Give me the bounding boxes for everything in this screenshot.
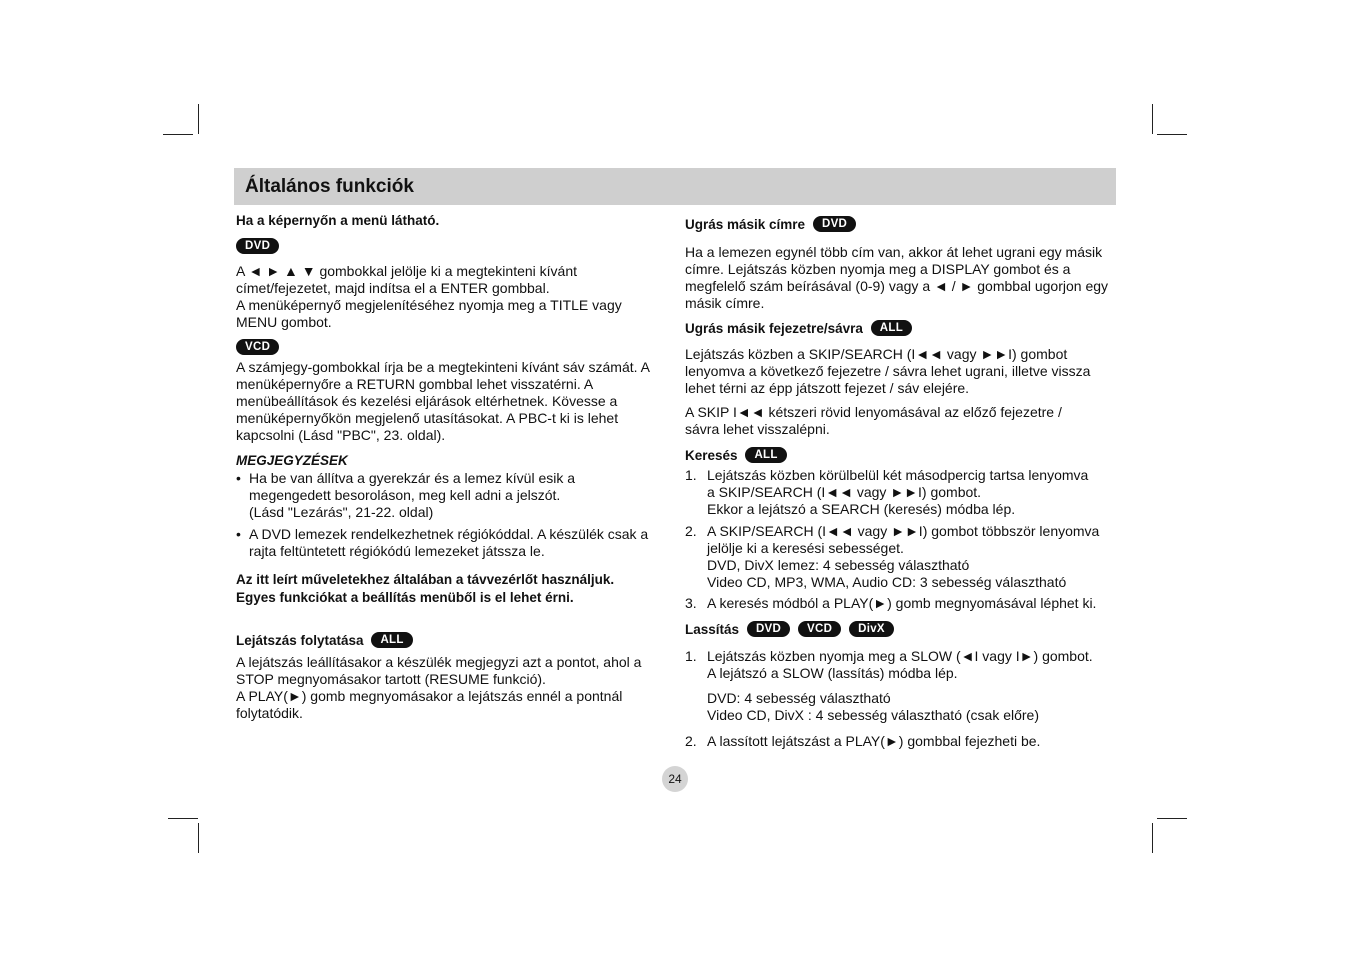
vcd-badge-line [236,339,668,356]
list-item [685,523,1117,591]
slow-steps [685,648,1117,750]
resume-heading-row [236,632,668,649]
chapter-jump-text-2: A SKIP I◄◄ kétszeri rövid lenyomásával az előző fejezetre / sávra lehet visszalépni. [685,404,1062,437]
step-number: 1. [685,648,697,664]
bullet: • [236,470,241,486]
list-item [685,648,1117,682]
crop-mark [1157,134,1187,135]
dvd-badge-line [236,238,668,255]
title-jump-heading: Ugrás másik címre [685,217,806,232]
dvd-badge: DVD [813,216,856,232]
step-number: 1. [685,467,697,483]
dvd-instructions: A ◄ ► ▲ ▼ gombokkal jelölje ki a megtekinteni kívánt címet/fejezetet, majd indítsa el a ENTER gombbal. A menüképernyő megjelenítéséhez nyomja meg a TITLE vagy MENU gombot. [236,263,622,330]
left-column [236,212,668,722]
step-number: 3. [685,595,697,611]
title-jump-text: Ha a lemezen egynél több cím van, akkor át lehet ugrani egy másik címre. Lejátszás közben nyomja meg a DISPLAY gombot és a megfelelő szám beírásával (0-9) vagy a ◄ / ► gombbal ugorjon egy másik címre. [685,244,1109,311]
step-text: Lejátszás közben körülbelül két másodpercig tartsa lenyomva a SKIP/SEARCH (I◄◄ vagy ►►I) gombot. Ekkor a lejátszó a SEARCH (keresés) módba lép. [707,467,1089,517]
all-badge: ALL [371,632,412,648]
chapter-jump-heading-row [685,320,1117,337]
title-jump-heading-row [685,216,1117,233]
dvd-badge: DVD [747,621,790,637]
remote-note: Az itt leírt műveletekhez általában a távvezérlőt használjuk. Egyes funkciókat a beállítás menüből is el lehet érni. [236,572,615,605]
step-text: A SKIP/SEARCH (I◄◄ vagy ►►I) gombot többször lenyomva jelölje ki a keresési sebességet. DVD, DivX lemez: 4 sebesség választható Video CD, MP3, WMA, Audio CD: 3 sebesség választható [707,523,1100,590]
crop-mark [198,104,199,134]
right-column [685,216,1117,750]
crop-mark [168,818,198,819]
step-text: Lejátszás közben nyomja meg a SLOW (◄I vagy I►) gombot. A lejátszó a SLOW (lassítás) módba lép. [707,648,1093,681]
list-item [685,595,1117,612]
resume-text: A lejátszás leállításakor a készülék megjegyzi azt a pontot, ahol a STOP megnyomásakor tartott (RESUME funkció). A PLAY(►) gomb megnyomásakor a lejátszás ennél a pontnál folytatódik. [236,654,642,721]
step-text: A keresés módból a PLAY(►) gomb megnyomásával léphet ki. [707,595,1097,611]
list-item [236,470,668,521]
page-title: Általános funkciók [245,176,414,197]
all-badge: ALL [871,320,912,336]
page-number: 24 [662,766,688,792]
crop-mark [1152,104,1153,134]
step-text: A lassított lejátszást a PLAY(►) gombbal fejezheti be. [707,733,1041,749]
search-heading-row [685,447,1117,464]
slow-heading-row [685,621,1117,638]
step-number: 2. [685,523,697,539]
search-heading: Keresés [685,448,738,463]
crop-mark [1157,818,1187,819]
dvd-badge: DVD [236,238,279,254]
crop-mark [198,823,199,853]
slow-heading: Lassítás [685,622,740,637]
search-steps [685,467,1117,612]
slow-speeds: DVD: 4 sebesség választható Video CD, DivX : 4 sebesség választható (csak előre) [707,690,1040,723]
crop-mark [1152,823,1153,853]
resume-heading: Lejátszás folytatása [236,633,364,648]
chapter-jump-heading: Ugrás másik fejezetre/sávra [685,321,863,336]
notes-list [236,470,668,560]
list-item [685,467,1117,518]
note-text: A DVD lemezek rendelkezhetnek régiókóddal. A készülék csak a rajta feltüntetett régiókódú lemezeket játssza le. [249,526,649,559]
notes-title: MEGJEGYZÉSEK [236,453,348,468]
vcd-badge: VCD [236,339,279,355]
list-item [685,690,1117,724]
vcd-instructions: A számjegy-gombokkal írja be a megtekinteni kívánt sáv számát. A menüképernyőre a RETURN gombbal lehet visszatérni. A menübeállítások és kezelési eljárások eltérhetnek. Kövesse a menüképernyőkön megjelenő utasításokat. A PBC-t ki is lehet kapcsolni (Lásd "PBC", 23. oldal). [236,359,650,443]
all-badge: ALL [745,447,786,463]
crop-mark [163,134,193,135]
vcd-badge: VCD [798,621,841,637]
note-text: Ha be van állítva a gyerekzár és a lemez kívül esik a megengedett besoroláson, meg kell adni a jelszót. (Lásd "Lezárás", 21-22. oldal) [249,470,576,520]
list-item [685,733,1117,750]
menu-heading: Ha a képernyőn a menü látható. [236,213,440,228]
section-title-bar [234,168,1116,205]
step-number: 2. [685,733,697,749]
divx-badge: DivX [849,621,894,637]
bullet: • [236,526,241,542]
list-item [236,526,668,560]
chapter-jump-text: Lejátszás közben a SKIP/SEARCH (I◄◄ vagy ►►I) gombot lenyomva a következő fejezetre / sávra lehet ugrani, illetve vissza lehet térni az épp játszott fejezet / sáv elejére. [685,346,1091,396]
